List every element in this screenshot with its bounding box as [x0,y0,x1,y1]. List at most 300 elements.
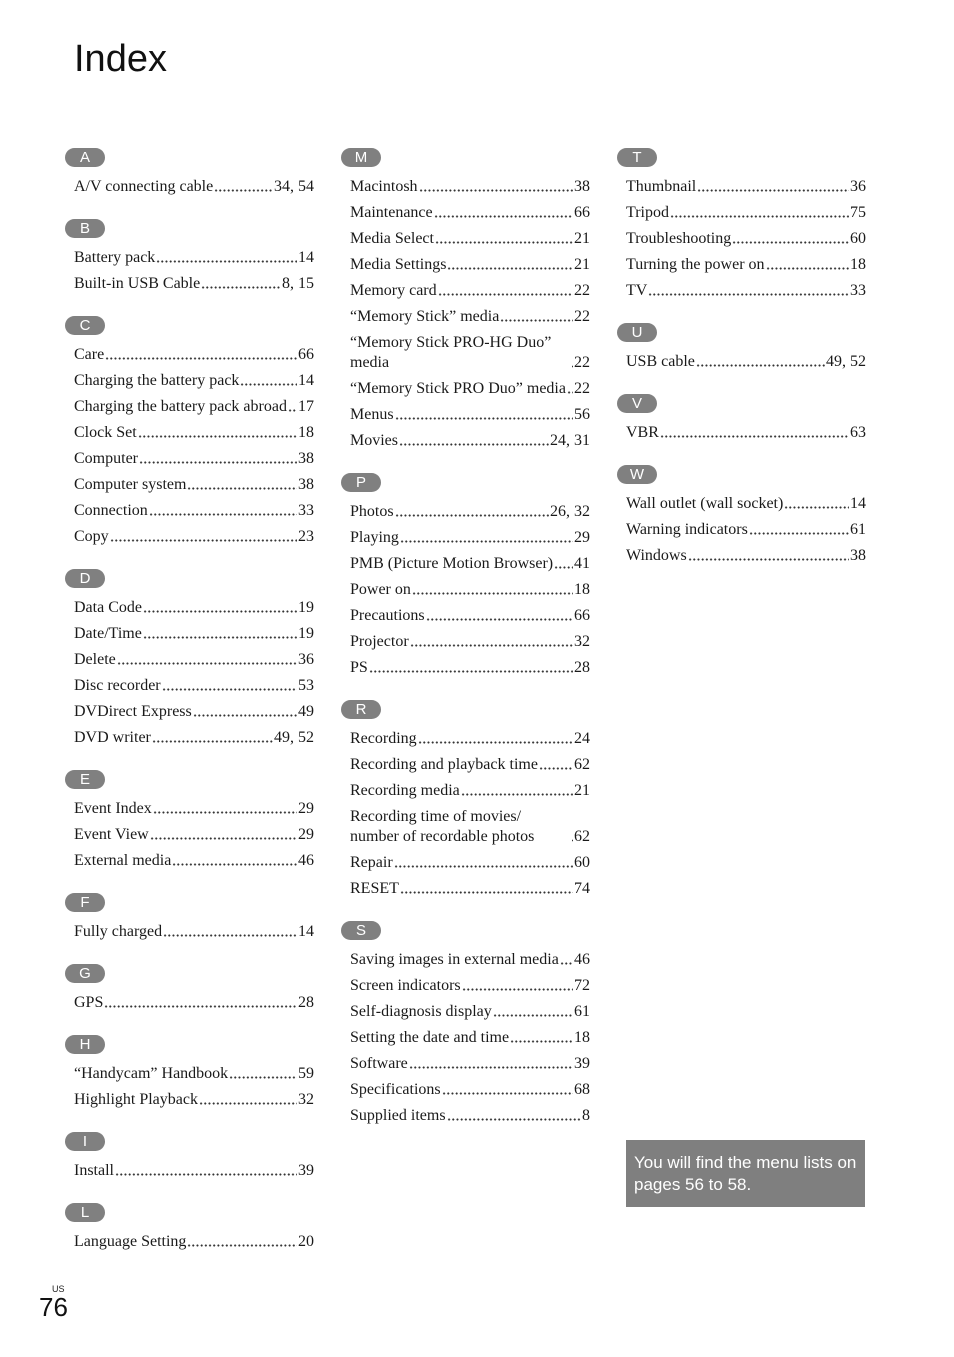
index-section [350,921,590,1129]
index-entry-list [626,491,866,569]
index-entry-page: 60 [574,854,590,871]
index-entry-page: 14 [298,249,314,266]
dot-leader [493,1014,573,1017]
index-entry [350,304,590,330]
index-section [74,1035,314,1113]
dot-leader [395,514,549,517]
index-entry [74,990,314,1016]
dot-leader [117,662,297,665]
index-entry-page: 24 [574,730,590,747]
index-entry [74,822,314,848]
index-section [626,148,866,304]
index-entry [74,524,314,550]
index-entry-label: VBR [626,424,659,441]
dot-leader [696,364,825,367]
dot-leader [442,1092,573,1095]
index-entry-list [350,499,590,681]
index-entry-label: A/V connecting cable [74,178,214,195]
dot-leader [150,837,297,840]
index-entry [74,498,314,524]
page-title: Index [74,38,167,80]
region-code: US [52,1284,65,1294]
index-entry [74,342,314,368]
dot-leader [201,286,281,289]
dot-leader [438,293,573,296]
index-entry-page: 26, 32 [550,503,590,520]
dot-leader [510,1040,573,1043]
index-entry [74,472,314,498]
index-entry-page: 33 [298,502,314,519]
index-entry-page: 8, 15 [282,275,314,292]
index-entry [74,725,314,751]
index-entry-page: 29 [298,826,314,843]
index-entry-page: 46 [298,852,314,869]
index-entry-page: 29 [298,800,314,817]
index-entry [626,543,866,569]
dot-leader [426,618,573,621]
index-entry [350,174,590,200]
index-entry [350,330,590,376]
index-entry-label: Recording and playback time [350,756,538,773]
dot-leader [187,1244,297,1247]
index-entry [74,621,314,647]
index-entry-page: 28 [574,659,590,676]
index-entry-page: 14 [850,495,866,512]
index-entry-page: 14 [298,372,314,389]
index-entry-list [74,990,314,1016]
index-entry-page: 38 [298,476,314,493]
index-entry-label: Playing [350,529,399,546]
dot-leader [567,391,573,394]
index-column-3 [626,148,866,588]
index-entry-list [74,595,314,751]
index-section [74,893,314,945]
index-entry-label: Precautions [350,607,425,624]
index-entry-label: “Memory Stick PRO-HG Duo” media [350,334,552,371]
index-entry [74,174,314,200]
section-letter-badge: R [341,700,381,719]
index-entry-page: 38 [298,450,314,467]
index-entry-label: Charging the battery pack [74,372,240,389]
dot-leader [143,636,297,639]
dot-leader [156,260,297,263]
index-entry [350,752,590,778]
index-entry-page: 19 [298,625,314,642]
index-entry [350,804,590,850]
index-entry-label: Copy [74,528,109,545]
index-entry [350,876,590,902]
index-entry [74,420,314,446]
index-entry [626,226,866,252]
dot-leader [419,189,573,192]
index-entry [74,1229,314,1255]
dot-leader [152,740,273,743]
index-section [74,1203,314,1255]
index-entry-list [350,726,590,902]
index-entry-label: Software [350,1055,408,1072]
dot-leader [153,811,297,814]
dot-leader [104,1005,297,1008]
index-entry-label: Self-diagnosis display [350,1003,492,1020]
index-entry-label: Saving images in external media [350,951,559,968]
index-entry [74,245,314,271]
index-entry-page: 23 [298,528,314,545]
index-entry-list [74,342,314,550]
index-entry-label: Computer [74,450,138,467]
dot-leader [172,863,297,866]
index-entry-page: 38 [574,178,590,195]
index-entry-label: Fully charged [74,923,163,940]
dot-leader [400,891,573,894]
index-entry [350,1025,590,1051]
index-section [626,465,866,569]
dot-leader [193,714,297,717]
index-entry [350,499,590,525]
index-entry [626,517,866,543]
index-entry-label: GPS [74,994,104,1011]
index-entry-page: 60 [850,230,866,247]
index-entry-label: Battery pack [74,249,156,266]
index-entry-page: 63 [850,424,866,441]
index-entry-label: Projector [350,633,409,650]
index-entry-label: Turning the power on [626,256,765,273]
index-section [74,1132,314,1184]
index-entry-label: Highlight Playback [74,1091,198,1108]
index-entry [350,603,590,629]
index-entry-page: 22 [574,282,590,299]
index-entry [74,647,314,673]
index-entry-page: 21 [574,782,590,799]
index-entry-label: Clock Set [74,424,137,441]
index-entry [350,1103,590,1129]
index-entry [626,252,866,278]
dot-leader [143,610,297,613]
index-entry [350,226,590,252]
index-entry-page: 75 [850,204,866,221]
index-entry-label: Computer system [74,476,187,493]
index-entry-page: 41 [574,555,590,572]
index-entry-page: 29 [574,529,590,546]
dot-leader [447,267,573,270]
index-entry [626,200,866,226]
index-entry-list [74,174,314,200]
index-entry-page: 66 [574,204,590,221]
index-entry-list [74,919,314,945]
index-section [74,219,314,297]
index-column-1 [74,148,314,1274]
index-entry-page: 21 [574,256,590,273]
index-entry-page: 49, 52 [274,729,314,746]
index-entry [350,1051,590,1077]
dot-leader [105,357,297,360]
index-entry-page: 17 [298,398,314,415]
index-entry-page: 19 [298,599,314,616]
dot-leader [697,189,849,192]
index-entry [74,446,314,472]
index-entry-page: 39 [574,1055,590,1072]
index-entry-label: “Handycam” Handbook [74,1065,229,1082]
index-entry-label: USB cable [626,353,695,370]
index-entry-label: “Memory Stick” media [350,308,500,325]
dot-leader [187,487,297,490]
index-entry-label: Install [74,1162,114,1179]
index-section [350,700,590,902]
dot-leader [229,1076,297,1079]
index-entry-label: Macintosh [350,178,418,195]
dot-leader [162,688,297,691]
dot-leader [240,383,297,386]
index-section [74,148,314,200]
index-entry-label: Memory card [350,282,437,299]
index-entry-label: PMB (Picture Motion Browser) [350,555,554,572]
section-letter-badge: F [65,893,105,912]
dot-leader [435,241,573,244]
index-entry-label: Menus [350,406,394,423]
dot-leader [110,539,297,542]
index-entry [74,368,314,394]
index-entry [626,278,866,304]
index-entry-label: Language Setting [74,1233,187,1250]
section-letter-badge: V [617,394,657,413]
index-entry-page: 72 [574,977,590,994]
index-entry [74,796,314,822]
index-entry-label: Setting the date and time [350,1029,510,1046]
index-entry [74,271,314,297]
index-entry [350,551,590,577]
dot-leader [214,189,273,192]
index-entry-page: 20 [298,1233,314,1250]
index-entry-page: 8 [582,1107,590,1124]
index-section [74,770,314,874]
index-entry-label: Media Settings [350,256,447,273]
index-entry-page: 14 [298,923,314,940]
index-entry [350,1077,590,1103]
index-entry-page: 34, 54 [274,178,314,195]
dot-leader [660,435,849,438]
index-entry [350,655,590,681]
section-letter-badge: I [65,1132,105,1151]
index-section [74,964,314,1016]
dot-leader [163,934,297,937]
index-entry-page: 33 [850,282,866,299]
index-entry-label: DVD writer [74,729,151,746]
index-section [350,473,590,681]
index-entry-label: Specifications [350,1081,441,1098]
index-entry-list [626,174,866,304]
index-section [626,323,866,375]
index-entry-label: Wall outlet (wall socket) [626,495,784,512]
index-entry-label: Recording [350,730,417,747]
index-entry-page: 66 [574,607,590,624]
dot-leader [648,293,849,296]
index-entry [350,402,590,428]
dot-leader [539,767,573,770]
index-entry-label: Built-in USB Cable [74,275,201,292]
section-letter-badge: H [65,1035,105,1054]
index-entry [74,673,314,699]
index-entry [350,200,590,226]
index-entry-page: 39 [298,1162,314,1179]
index-entry-page: 49, 52 [826,353,866,370]
index-entry-list [350,174,590,454]
dot-leader [688,558,849,561]
index-entry-label: Windows [626,547,687,564]
index-entry-label: TV [626,282,648,299]
dot-leader [288,409,297,412]
index-entry-page: 66 [298,346,314,363]
dot-leader [462,988,573,991]
index-entry [626,174,866,200]
index-entry-page: 28 [298,994,314,1011]
index-entry-label: Care [74,346,105,363]
index-entry-label: External media [74,852,172,869]
index-entry-page: 18 [574,581,590,598]
index-entry-page: 49 [298,703,314,720]
index-entry [350,525,590,551]
dot-leader [138,435,297,438]
index-entry-label: Recording media [350,782,460,799]
index-entry [626,420,866,446]
dot-leader [670,215,849,218]
section-letter-badge: S [341,921,381,940]
index-entry-label: Repair [350,854,393,871]
index-entry-page: 74 [574,880,590,897]
index-entry-label: Maintenance [350,204,433,221]
index-entry [626,491,866,517]
section-letter-badge: G [65,964,105,983]
index-entry-label: Event View [74,826,149,843]
index-entry [74,919,314,945]
section-letter-badge: M [341,148,381,167]
menu-lists-note: You will find the menu lists on pages 56 to 58. [626,1140,865,1207]
dot-leader [115,1173,297,1176]
index-entry [350,947,590,973]
index-entry-list [74,245,314,297]
index-entry-page: 32 [574,633,590,650]
section-letter-badge: B [65,219,105,238]
index-entry [74,394,314,420]
index-entry-page: 38 [850,547,866,564]
index-entry-label: Photos [350,503,394,520]
index-entry-label: Data Code [74,599,142,616]
page-number: 76 [39,1292,68,1322]
index-section [74,316,314,550]
section-letter-badge: U [617,323,657,342]
index-entry-page: 68 [574,1081,590,1098]
index-entry [74,1158,314,1184]
index-entry-label: Recording time of movies/ number of recordable photos [350,808,535,845]
index-entry-label: Warning indicators [626,521,748,538]
index-entry-label: Delete [74,651,116,668]
dot-leader [412,592,573,595]
index-entry-list [626,420,866,446]
index-entry-page: 53 [298,677,314,694]
dot-leader [395,417,573,420]
index-entry-label: Power on [350,581,411,598]
dot-leader [369,670,573,673]
index-entry [350,778,590,804]
index-entry [350,376,590,402]
dot-leader [461,793,573,796]
index-entry-label: Screen indicators [350,977,461,994]
dot-leader [447,1118,581,1121]
index-entry-page: 24, 31 [550,432,590,449]
dot-leader [500,319,573,322]
dot-leader [560,962,573,965]
dot-leader [149,513,297,516]
index-entry-page: 22 [574,380,590,397]
index-entry-label: Movies [350,432,398,449]
dot-leader [409,1066,573,1069]
index-entry-page: 18 [298,424,314,441]
index-entry [350,252,590,278]
section-letter-badge: A [65,148,105,167]
index-column-2 [350,148,590,1148]
index-entry-page: 61 [850,521,866,538]
index-entry-list [350,947,590,1129]
dot-leader [410,644,573,647]
dot-leader [571,839,573,842]
index-entry-label: Charging the battery pack abroad [74,398,287,415]
index-section [350,148,590,454]
dot-leader [784,506,849,509]
index-entry [350,999,590,1025]
index-entry [350,629,590,655]
dot-leader [418,741,573,744]
section-letter-badge: P [341,473,381,492]
index-entry-page: 36 [850,178,866,195]
section-letter-badge: L [65,1203,105,1222]
dot-leader [571,365,573,368]
dot-leader [199,1102,297,1105]
index-entry-label: Disc recorder [74,677,161,694]
index-entry-label: Connection [74,502,148,519]
index-entry-label: Event Index [74,800,152,817]
index-entry-page: 46 [574,951,590,968]
index-entry [74,1087,314,1113]
index-entry-page: 61 [574,1003,590,1020]
index-entry-label: Date/Time [74,625,142,642]
index-entry [74,1061,314,1087]
section-letter-badge: D [65,569,105,588]
index-entry-page: 62 [574,756,590,773]
section-letter-badge: W [617,465,657,484]
index-entry-list [74,1229,314,1255]
index-entry-page: 18 [574,1029,590,1046]
dot-leader [400,540,573,543]
index-entry-label: Thumbnail [626,178,697,195]
index-entry [74,699,314,725]
index-section [74,569,314,751]
index-entry-list [626,349,866,375]
index-entry-page: 59 [298,1065,314,1082]
index-entry-page: 22 [574,308,590,325]
index-entry-page: 22 [574,354,590,371]
section-letter-badge: T [617,148,657,167]
dot-leader [394,865,573,868]
index-entry-label: Troubleshooting [626,230,732,247]
index-section [626,394,866,446]
index-entry-label: RESET [350,880,399,897]
index-entry-page: 32 [298,1091,314,1108]
index-entry [350,726,590,752]
index-entry-list [74,796,314,874]
index-entry [350,973,590,999]
index-entry [350,577,590,603]
index-entry-page: 18 [850,256,866,273]
section-letter-badge: E [65,770,105,789]
index-entry [74,595,314,621]
